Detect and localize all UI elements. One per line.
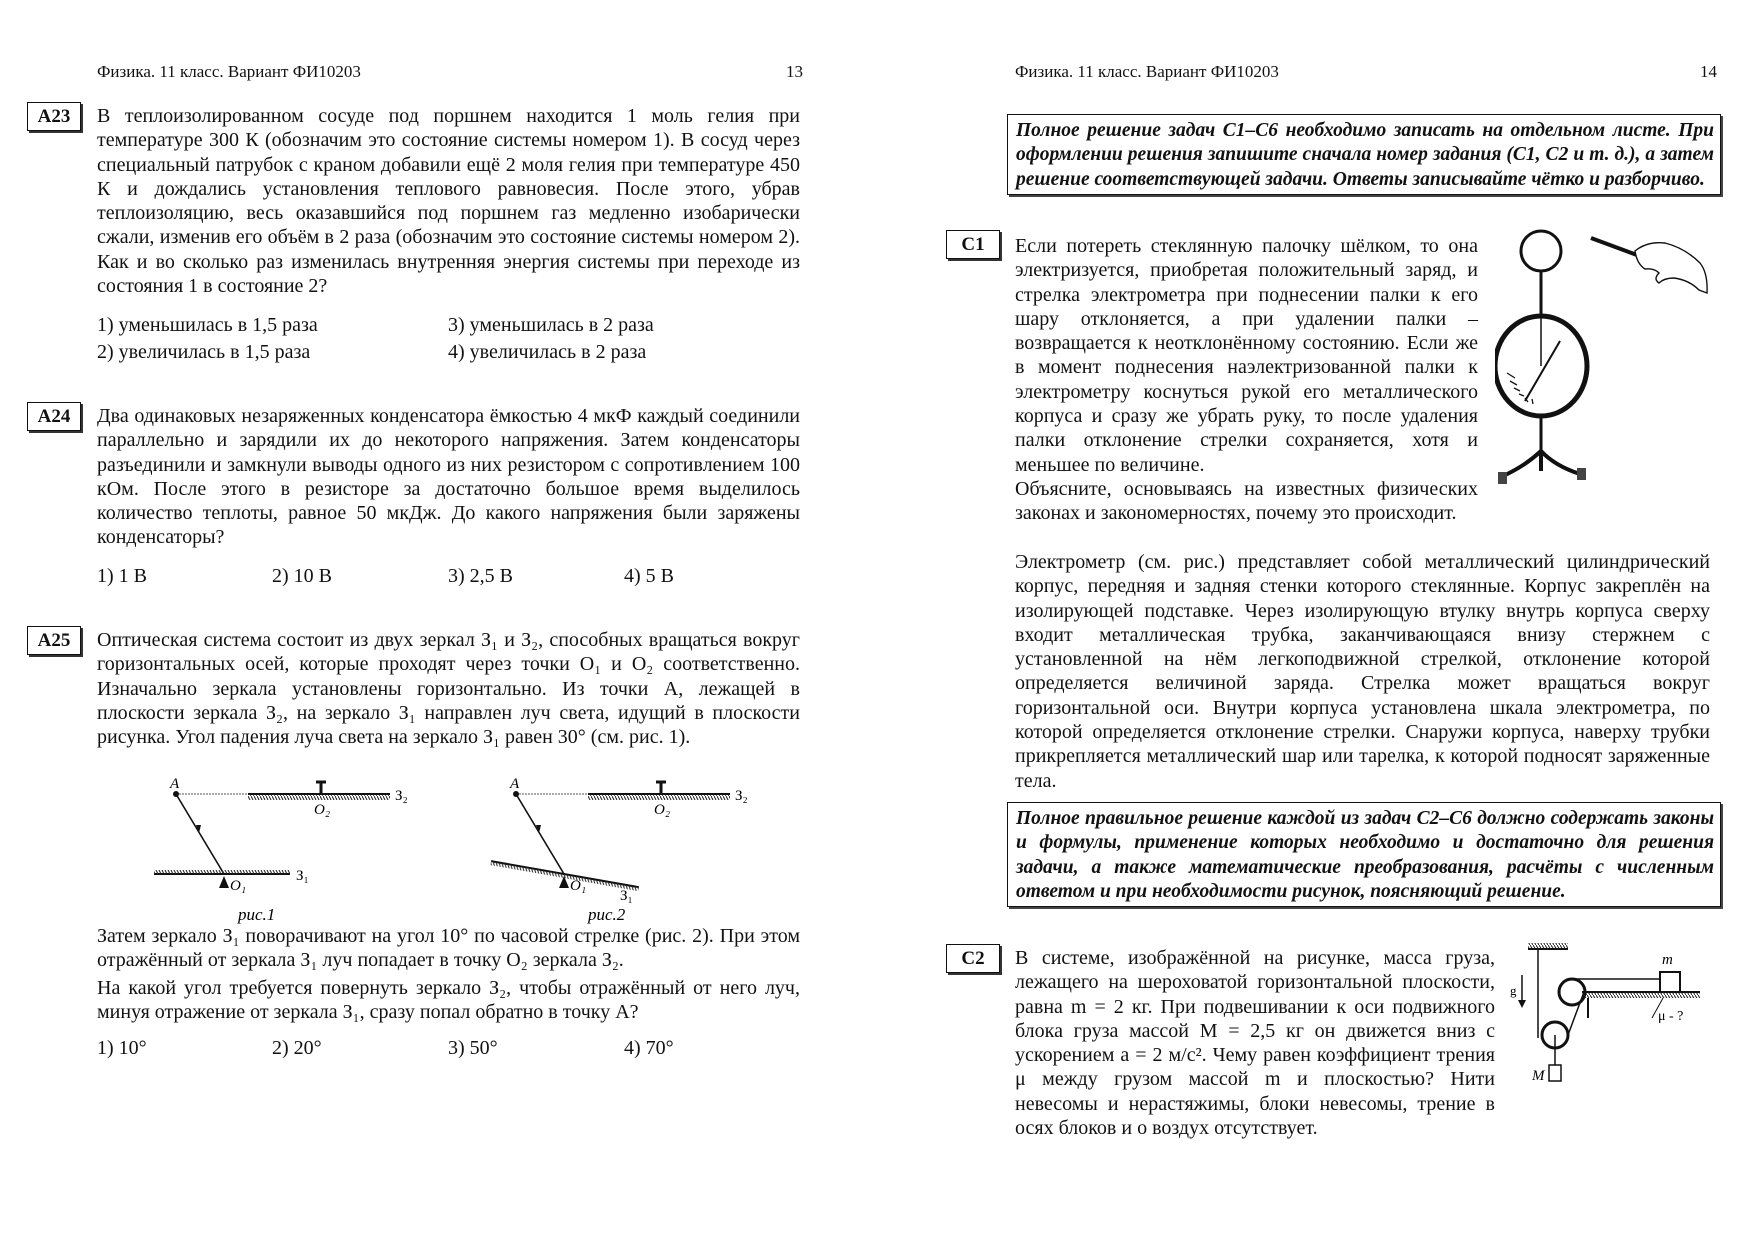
block-M (1549, 1065, 1561, 1081)
answer-option: 2) 10 В (272, 565, 332, 587)
block-m (1660, 972, 1680, 992)
page-number: 13 (786, 62, 803, 81)
label-a: A (170, 776, 180, 792)
arrow-down-icon (1518, 1000, 1526, 1008)
answer-option: 1) 10° (97, 1037, 147, 1059)
label-mu: μ - ? (1658, 1009, 1684, 1024)
task-label-a25: A25 (27, 626, 81, 655)
label-o2: O₂ (314, 802, 331, 818)
figure-2 (490, 776, 747, 924)
answer-option: 3) 50° (448, 1037, 498, 1059)
task-label-c1: C1 (946, 230, 1000, 259)
task-label-a23: A23 (27, 102, 81, 131)
task-label-a24: A24 (27, 402, 81, 431)
label-o1: O₁ (230, 878, 247, 894)
label-m: m (1662, 952, 1673, 968)
answer-option: 4) увеличилась в 2 раза (448, 341, 647, 363)
solution-requirements-note: Полное правильное решение каждой из задач С2–С6 должно содержать законы и формулы, применение которых необходимо и достаточно для решения задачи, а также математические преобразования, расчёты с численным ответом и при необходимости рисунок, поясняющий решение. (1007, 802, 1721, 907)
task-c1-text: Если потереть стеклянную палочку шёлком, то она электризуется, приобретая положительный заряд, и стрелка электрометра при поднесении палки к его шару отклоняется, а при удалении палки – возвращается к неотклонённому состоянию. Если же в момент поднесения наэлектризованной палки к электрометру коснуться рукой его металлического корпуса и сразу же убрать руку, то после удаления палки отклонение стрелки сохраняется, хотя и меньшее по величине. (1015, 235, 1478, 476)
task-a25-text-2: Затем зеркало З₁ поворачивают на угол 10° по часовой стрелке (рис. 2). При этом отражённый от зеркала З₁ луч попадает в точку O₂ зеркала З₂. (97, 925, 800, 972)
answer-option: 1) 1 В (97, 565, 147, 587)
answer-option: 4) 70° (624, 1037, 674, 1059)
pulley-figure (1500, 940, 1700, 1085)
metal-ball (1521, 231, 1561, 271)
answer-option: 2) 20° (272, 1037, 322, 1059)
hand-icon (1635, 243, 1707, 293)
page-number: 14 (1700, 62, 1717, 81)
task-c2-text: В системе, изображённой на рисунке, масса груза, лежащего на шероховатой горизонтальной плоскости, равна m = 2 кг. При подвешивании к оси подвижного блока груза массой M = 2,5 кг он движется вниз с ускорением a = 2 м/с². Чему равен коэффициент трения μ между грузом массой m и плоскостью? Нити невесомы и нерастяжимы, блоки невесомы, трение в осях блоков и о воздух отсутствует. (1015, 947, 1495, 1140)
label-g: g (1510, 983, 1517, 998)
label-mirror-1: З₁ (296, 868, 309, 884)
answer-option: 4) 5 В (624, 565, 674, 587)
label-a: A (510, 776, 520, 792)
figure-1 (154, 776, 408, 924)
electrometer-figure (1495, 226, 1715, 506)
figure-caption: рис.1 (238, 905, 276, 924)
label-mirror-2: З₂ (395, 788, 408, 804)
answer-option: 3) уменьшилась в 2 раза (448, 314, 654, 336)
task-c1-question: Объясните, основываясь на известных физических законах и закономерностях, почему это происходит. (1015, 478, 1478, 525)
page-header: Физика. 11 класс. Вариант ФИ10203 (1015, 62, 1279, 81)
task-a25-question: На какой угол требуется повернуть зеркало З₂, чтобы отражённый от него луч, минуя отражение от зеркала З₁, сразу попал обратно в точку A? (97, 977, 800, 1024)
label-M: M (1532, 1068, 1545, 1084)
answer-option: 2) увеличилась в 1,5 раза (97, 341, 311, 363)
task-a25-text: Оптическая система состоит из двух зеркал З₁ и З₂, способных вращаться вокруг горизонтальных осей, которые проходят через точки O₁ и O₂ соответственно. Изначально зеркала установлены горизонтально. Из точки A, лежащей в плоскости зеркала З₂, на зеркало З₁ направлен луч света, идущий в плоскости рисунка. Угол падения луча света на зеркало З₁ равен 30° (см. рис. 1). (97, 629, 800, 749)
instructions-note: Полное решение задач С1–С6 необходимо записать на отдельном листе. При оформлении решения запишите сначала номер задания (С1, С2 и т. д.), а затем решение соответствующей задачи. Ответы записывайте чётко и разборчиво. (1007, 114, 1721, 195)
task-a24-text: Два одинаковых незаряженных конденсатора ёмкостью 4 мкФ каждый соединили параллельно и зарядили их до некоторого напряжения. Затем конденсаторы разъединили и замкнули выводы одного из них резистором с сопротивлением 100 кОм. После этого в резисторе за достаточно большое время выделилось количество теплоты, равное 50 мкДж. До какого напряжения были заряжены конденсаторы? (97, 405, 800, 549)
answer-option: 3) 2,5 В (448, 565, 513, 587)
label-mirror-1: З₁ (620, 888, 633, 904)
task-label-c2: C2 (946, 944, 1000, 973)
label-o1: O₁ (570, 878, 587, 894)
answer-option: 1) уменьшилась в 1,5 раза (97, 314, 318, 336)
tripod-stand (1503, 451, 1580, 476)
task-c1-description: Электрометр (см. рис.) представляет собой металлический цилиндрический корпус, передняя и задняя стенки которого стеклянные. Корпус закреплён на изолирующей подставке. Через изолирующую втулку внутрь корпуса сверху входит металлическая трубка, заканчивающаяся внизу стержнем с установленной на нём легкоподвижной стрелкой, отклонение которой определяется величиной заряда. Стрелка может вращаться вокруг горизонтальной оси. Внутри корпуса установлена шкала электрометра, по которой определяется отклонение стрелки. Снаружи корпуса, наверху трубки прикрепляется металлический шар или тарелка, к которой подносят заряженные тела. (1015, 551, 1710, 792)
label-o2: O₂ (654, 802, 671, 818)
task-a23-text: В теплоизолированном сосуде под поршнем находится 1 моль гелия при температуре 300 К (обозначим это состояние системы номером 1). В сосуд через специальный патрубок с краном добавили ещё 2 моля гелия при температуре 450 К и дождались установления теплового равновесия. После этого, убрав теплоизоляцию, весь оказавшийся под поршнем газ медленно изобарически сжали, изменив его объём в 2 раза (обозначим это состояние системы номером 2). Как и во сколько раз изменилась внутренняя энергия системы при переходе из состояния 1 в состояние 2? (97, 105, 800, 298)
mirror-figures (140, 772, 780, 927)
figure-caption: рис.2 (588, 905, 626, 924)
page-header: Физика. 11 класс. Вариант ФИ10203 (97, 62, 361, 81)
label-mirror-2: З₂ (735, 788, 748, 804)
